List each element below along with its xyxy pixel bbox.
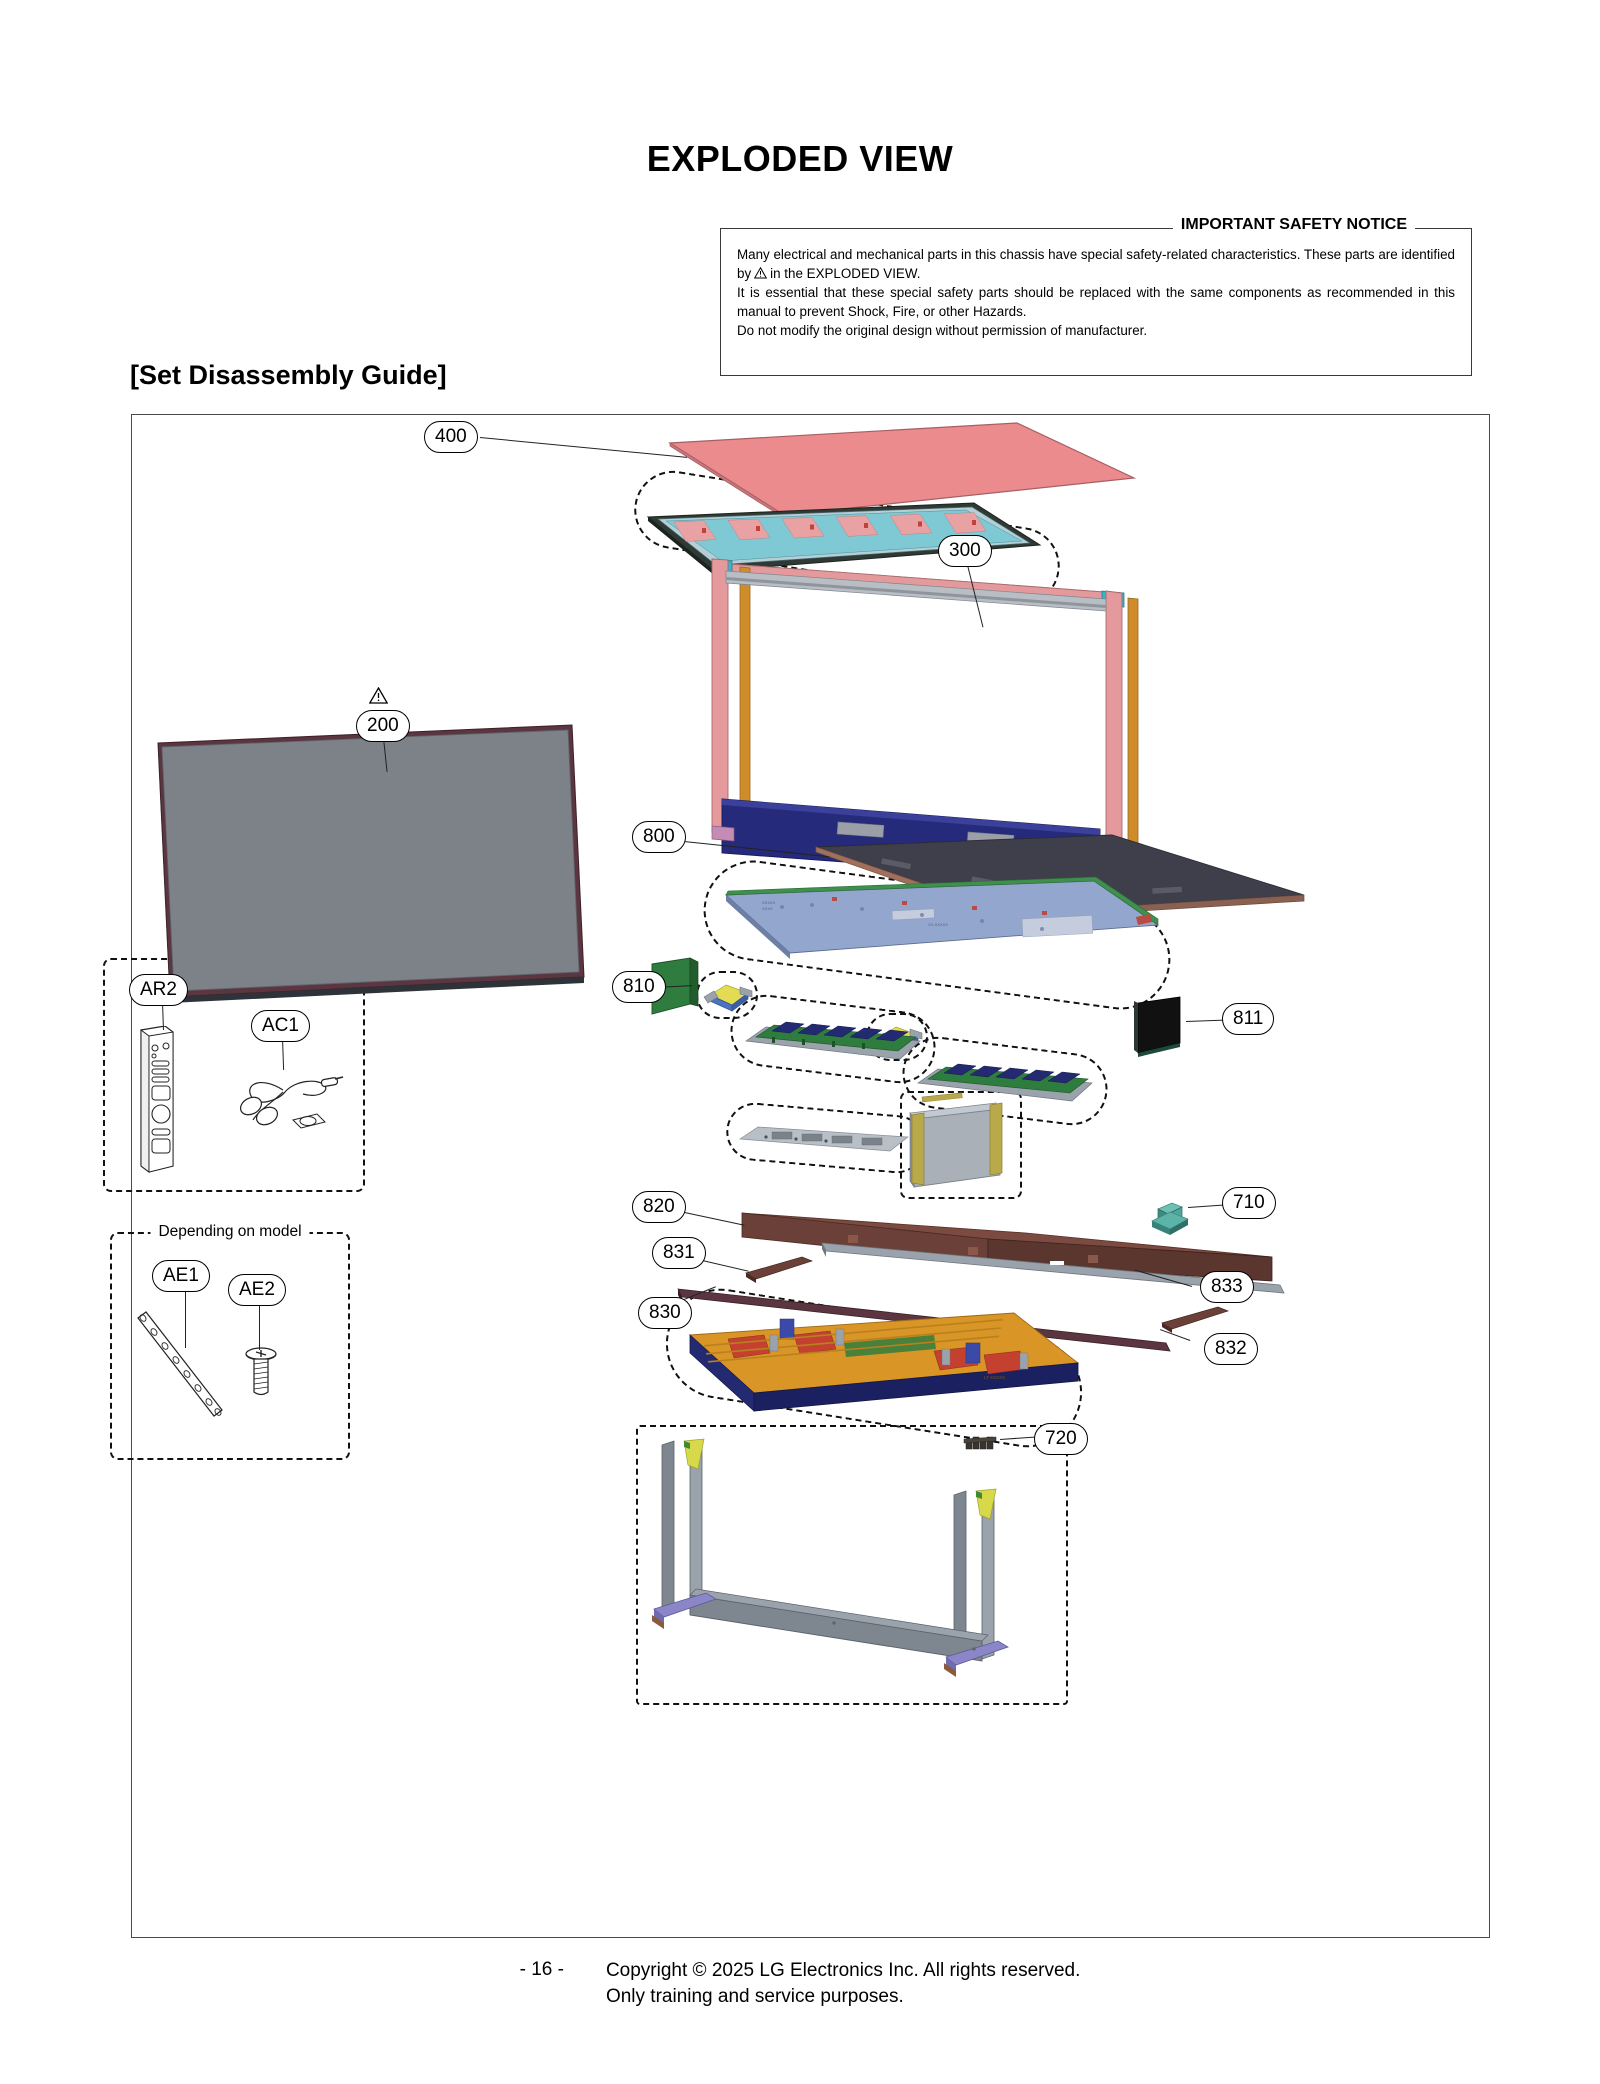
- callout-AE2[interactable]: AE2: [228, 1274, 286, 1306]
- accessory-box-2-legend: Depending on model: [150, 1223, 309, 1241]
- leader-line-400: [480, 437, 687, 458]
- part-stand-assembly: [644, 1427, 1064, 1707]
- accessory-box-depending-on-model: [110, 1223, 350, 1460]
- callout-820[interactable]: 820: [632, 1191, 686, 1223]
- callout-811[interactable]: 811: [1222, 1003, 1274, 1035]
- callout-300[interactable]: 300: [938, 535, 992, 567]
- page-footer: [0, 1958, 1600, 2009]
- leader-line-AC1: [282, 1038, 284, 1070]
- callout-AE1[interactable]: AE1: [152, 1260, 210, 1292]
- part-AE2-screw: [240, 1346, 284, 1403]
- callout-720[interactable]: 720: [1034, 1423, 1088, 1455]
- callout-AR2[interactable]: AR2: [129, 974, 188, 1006]
- svg-text:XXXXX: XXXXX: [762, 900, 776, 905]
- leader-line-AE2: [259, 1302, 260, 1350]
- callout-800[interactable]: 800: [632, 821, 686, 853]
- safety-notice-legend: IMPORTANT SAFETY NOTICE: [1173, 216, 1415, 234]
- part-heatsink-board-left: [742, 1007, 932, 1073]
- part-power-board: [684, 1313, 1084, 1425]
- leader-line-820: [680, 1211, 745, 1226]
- callout-710[interactable]: 710: [1222, 1187, 1276, 1219]
- part-AR2-remote-control: [135, 1026, 179, 1181]
- part-710-teal-bracket: [1148, 1197, 1194, 1239]
- safety-notice-line-1-text-a: Many electrical and mechanical parts in this chassis have special safety-related characteristics. These parts are identified by: [737, 247, 1455, 282]
- leader-line-811: [1186, 1020, 1224, 1023]
- svg-text:XX-XXXXX: XX-XXXXX: [928, 922, 949, 927]
- part-connector-board: [736, 1113, 916, 1165]
- footer-copyright-line-1: Copyright © 2025 LG Electronics Inc. All rights reserved.: [605, 1960, 1081, 1981]
- footer-page-number: - 16 -: [519, 1959, 564, 1980]
- callout-830[interactable]: 830: [638, 1297, 692, 1329]
- safety-notice-line-2: It is essential that these special safety parts should be replaced with the same components as recommended in this manual to prevent Shock, Fire, or other Hazards.: [737, 285, 1455, 320]
- part-main-board-bar: [722, 881, 1162, 981]
- svg-text:LT-XXXXX: LT-XXXXX: [984, 1375, 1006, 1380]
- important-safety-notice-box: [720, 216, 1472, 376]
- part-720-screw-pack: [962, 1431, 1004, 1455]
- callout-831[interactable]: 831: [652, 1237, 706, 1269]
- safety-warning-triangle-icon-200: [369, 687, 388, 709]
- safety-notice-line-3: Do not modify the original design without permission of manufacturer.: [737, 323, 1148, 339]
- part-AC1-power-cable: [233, 1062, 345, 1145]
- leader-line-AE1: [185, 1288, 186, 1348]
- footer-copyright: [606, 1958, 1080, 2009]
- part-psu-module: [904, 1093, 1020, 1197]
- part-811-black-module: [1132, 995, 1192, 1059]
- safety-notice-line-1: [737, 245, 1455, 283]
- footer-copyright-line-2: Only training and service purposes.: [605, 1985, 904, 2007]
- safety-notice-body: [721, 229, 1471, 340]
- svg-text:XXXX: XXXX: [762, 906, 773, 911]
- callout-400[interactable]: 400: [424, 421, 478, 453]
- section-heading: [Set Disassembly Guide]: [130, 360, 447, 390]
- page-title: EXPLODED VIEW: [646, 138, 954, 179]
- callout-810[interactable]: 810: [612, 971, 666, 1003]
- callout-833[interactable]: 833: [1200, 1271, 1254, 1303]
- callout-200[interactable]: 200: [356, 710, 410, 742]
- callout-AC1[interactable]: AC1: [251, 1010, 310, 1042]
- safety-notice-line-1-text-b: in the EXPLODED VIEW.: [770, 266, 921, 282]
- part-200-display-panel: [152, 725, 602, 1025]
- warning-triangle-icon: [754, 267, 767, 279]
- callout-832[interactable]: 832: [1204, 1333, 1258, 1365]
